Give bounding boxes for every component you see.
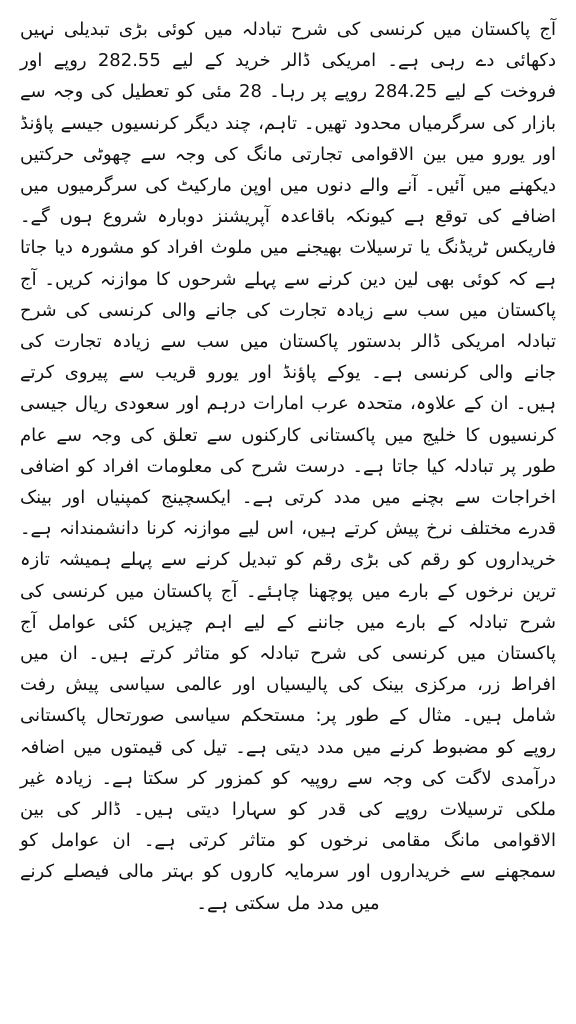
article-body-paragraph: آج پاکستان میں کرنسی کی شرح تبادلہ میں کوئی بڑی تبدیلی نہیں دکھائی دے رہی ہے۔ امریکی ڈالر خرید کے لیے 282.55 روپے اور فروخت کے لیے 284.25 روپے پر رہا۔ 28 مئی کو تعطیل کی وجہ سے بازار کی سرگرمیاں محدود تھیں۔ تاہم، چند دیگر کرنسیوں جیسے پاؤنڈ اور یورو میں بین الاقوامی تجارتی مانگ کی وجہ سے چھوٹی حرکتیں دیکھنے میں آئیں۔ آنے والے دنوں میں اوپن مارکیٹ کی سرگرمیوں میں اضافے کی توقع ہے کیونکہ باقاعدہ آپریشنز دوبارہ شروع ہوں گے۔ فاریکس ٹریڈنگ یا ترسیلات بھیجنے میں ملوث افراد کو مشورہ دیا جاتا ہے کہ کوئی بھی لین دین کرنے سے پہلے شرحوں کا موازنہ کریں۔ آج پاکستان میں سب سے زیادہ تجارت کی جانے والی کرنسی کی شرح تبادلہ امریکی ڈالر بدستور پاکستان میں سب سے زیادہ تجارت کی جانے والی کرنسی ہے۔ یوکے پاؤنڈ اور یورو قریب سے پیروی کرتے ہیں۔ ان کے علاوہ، متحدہ عرب امارات درہم اور سعودی ریال جیسی کرنسیوں کا خلیج میں پاکستانی کارکنوں سے تعلق کی وجہ سے عام طور پر تبادلہ کیا جاتا ہے۔ درست شرح کی معلومات افراد کو اضافی اخراجات سے بچنے میں مدد کرتی ہے۔ ایکسچینج کمپنیاں اور بینک قدرے مختلف نرخ پیش کرتے ہیں، اس لیے موازنہ کرنا دانشمندانہ ہے۔ خریداروں کو رقم کی بڑی رقم کو تبدیل کرنے سے پہلے ہمیشہ تازہ ترین نرخوں کے بارے میں پوچھنا چاہئے۔ آج پاکستان میں کرنسی کی شرح تبادلہ کے بارے میں جاننے کے لیے اہم چیزیں کئی عوامل آج پاکستان میں کرنسی کی شرح تبادلہ کو متاثر کرتے ہیں۔ ان میں افراط زر، مرکزی بینک کی پالیسیاں اور عالمی سیاسی پیش رفت شامل ہیں۔ مثال کے طور پر: مستحکم سیاسی صورتحال پاکستانی روپے کو مضبوط کرنے میں مدد دیتی ہے۔ تیل کی قیمتوں میں اضافہ درآمدی لاگت کی وجہ سے روپیہ کو کمزور کر سکتا ہے۔ زیادہ غیر ملکی ترسیلات روپے کی قدر کو سہارا دیتی ہیں۔ ڈالر کی بین الاقوامی مانگ مقامی نرخوں کو متاثر کرتی ہے۔ ان عوامل کو سمجھنے سے خریداروں اور سرمایہ کاروں کو بہتر مالی فیصلے کرنے میں مدد مل سکتی ہے۔ [20,19,556,914]
